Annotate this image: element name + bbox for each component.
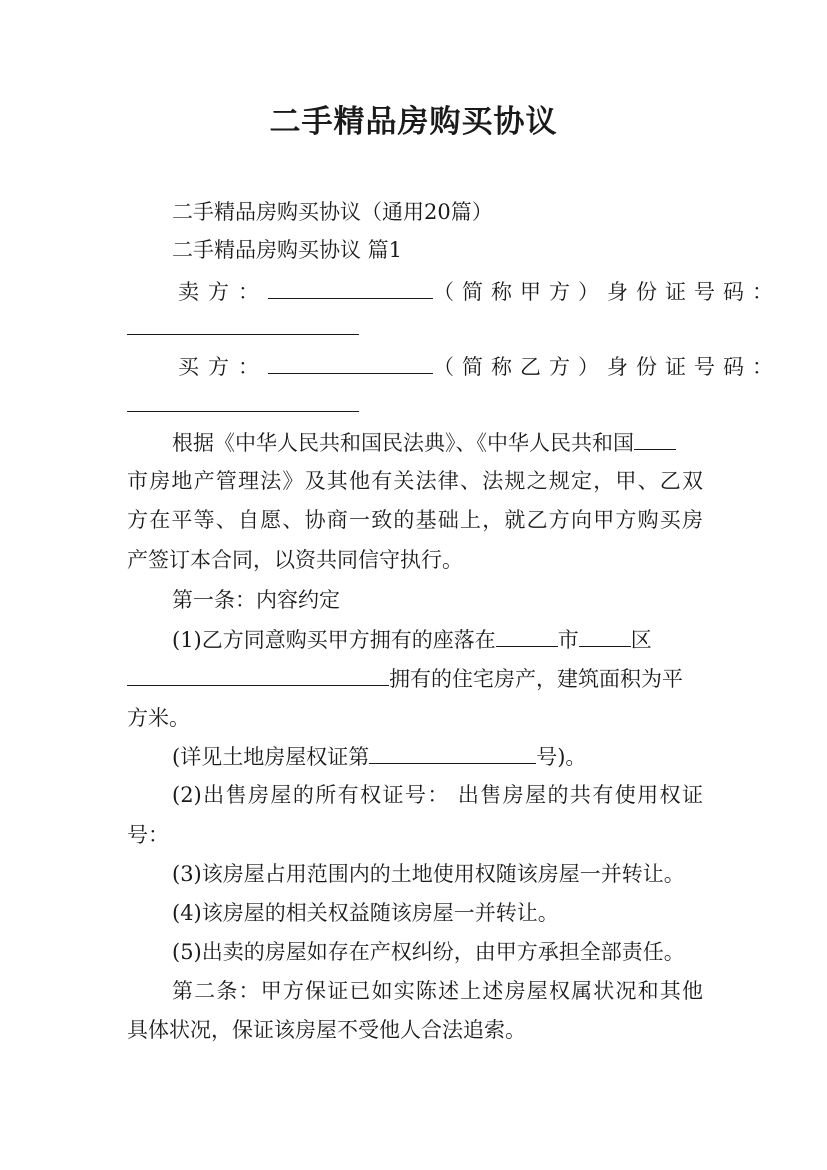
article-2-line-1: 第二条：甲方保证已如实陈述上述房屋权属状况和其他 [172,979,703,1003]
clause-2-line-2: 号： [127,823,169,847]
buyer-label: 买方： [178,355,268,379]
clause-1-address-blank [127,663,389,686]
clause-5: (5)出卖的房屋如存在产权纠纷，由甲方承担全部责任。 [172,940,685,964]
buyer-id-blank [127,410,359,412]
seller-line [178,276,781,307]
certificate-number-blank [369,741,536,764]
buyer-line [178,351,781,382]
clause-1-line-1: (1)乙方同意购买甲方拥有的座落在 市 区 [172,624,703,655]
seller-label: 卖方： [178,280,268,304]
clause-4: (4)该房屋的相关权益随该房屋一并转让。 [172,901,559,925]
city-blank [634,427,676,450]
article-2-line-2: 具体状况，保证该房屋不受他人合法追索。 [127,1018,526,1042]
clause-1-district-blank [579,624,631,647]
buyer-id-label: （简称乙方）身份证号码： [433,355,781,379]
seller-name-blank [268,276,433,299]
preamble-line-3: 方在平等、自愿、协商一致的基础上，就乙方向甲方购买房 [127,508,703,532]
clause-2-line-1: (2)出售房屋的所有权证号： 出售房屋的共有使用权证 [172,783,703,807]
clause-1-city-blank [496,624,558,647]
preamble-line-1: 根据《中华人民共和国民法典》、《中华人民共和国 [172,427,703,458]
clause-3: (3)该房屋占用范围内的土地使用权随该房屋一并转让。 [172,862,685,886]
seller-id-blank [127,333,359,335]
seller-id-label: （简称甲方）身份证号码： [433,280,781,304]
preamble-line-2: 市房地产管理法》及其他有关法律、法规之规定，甲、乙双 [127,469,703,493]
document-title: 二手精品房购买协议 [269,104,558,140]
buyer-name-blank [268,351,433,374]
article-1-heading: 第一条：内容约定 [172,588,340,612]
document-subtitle: 二手精品房购买协议（通用20篇） [172,200,493,224]
section-heading: 二手精品房购买协议 篇1 [172,238,403,262]
preamble-line-4: 产签订本合同，以资共同信守执行。 [127,548,463,572]
clause-1-line-2: 拥有的住宅房产，建筑面积为平 [127,663,703,694]
clause-1-certificate: (详见土地房屋权证第 号)。 [172,741,703,772]
clause-1-line-3: 方米。 [127,706,190,730]
